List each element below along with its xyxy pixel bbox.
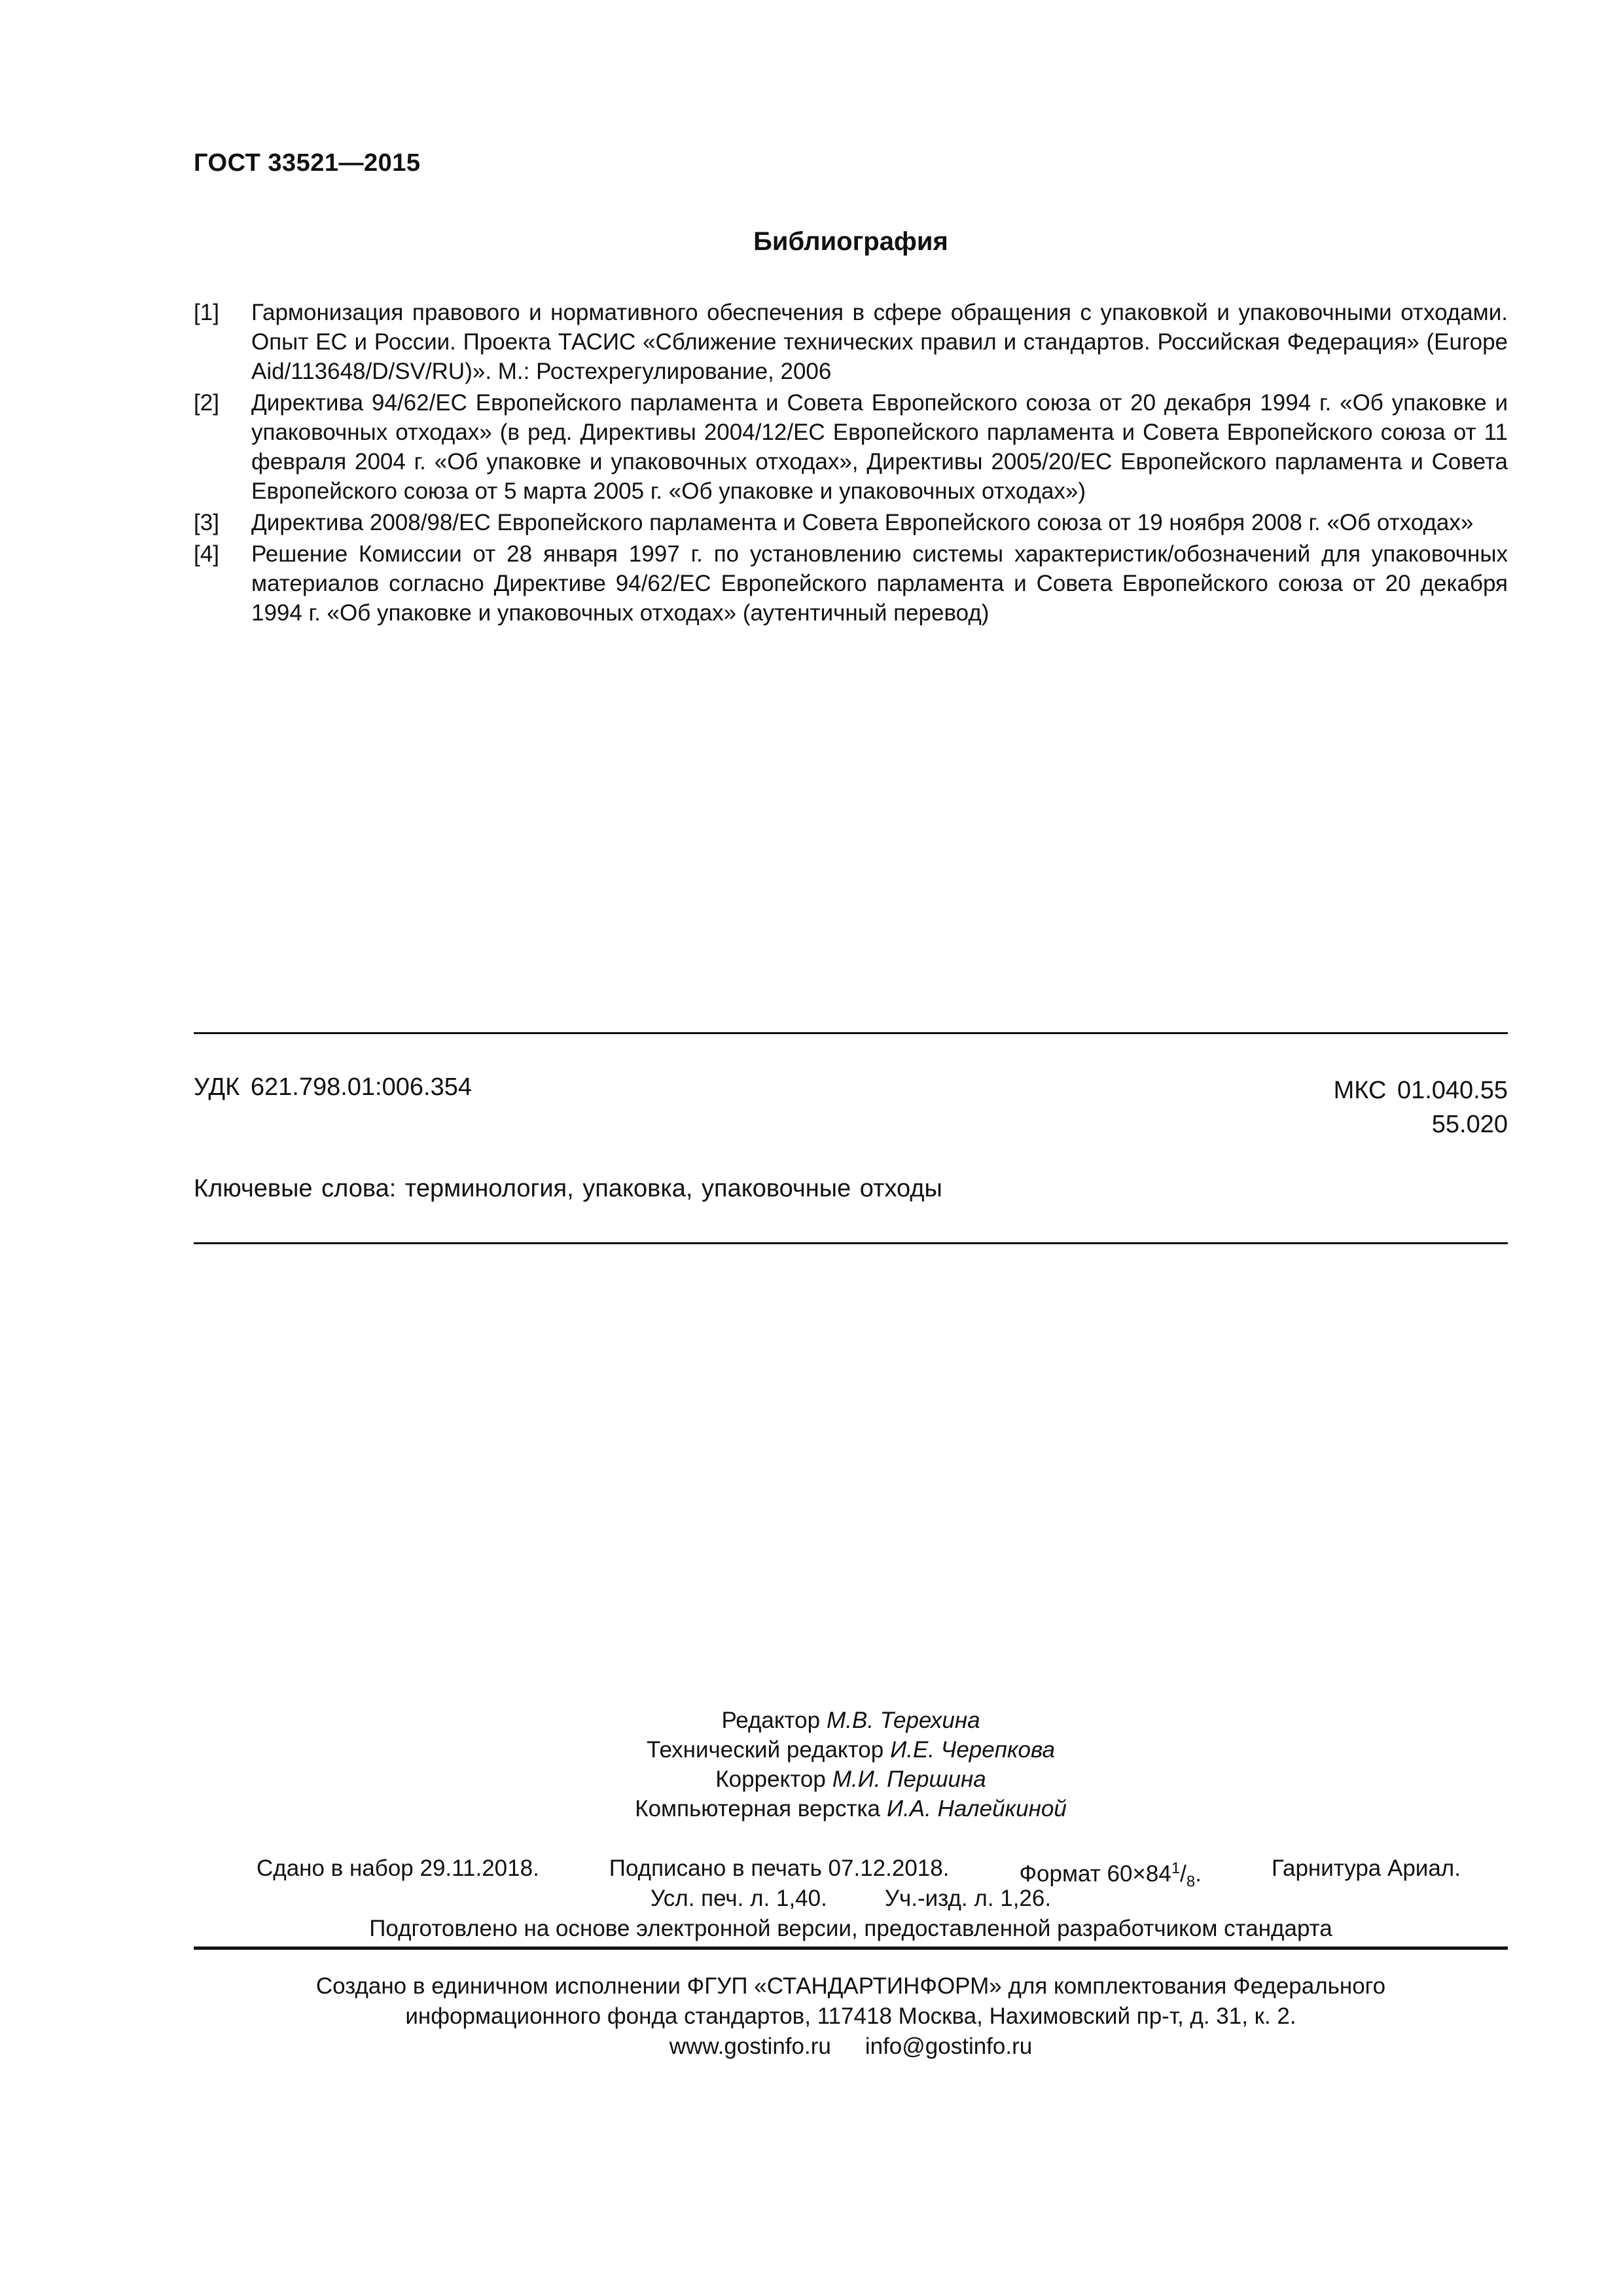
- credit-name: М.В. Терехина: [827, 1708, 980, 1733]
- signed-date: Подписано в печать 07.12.2018.: [609, 1856, 950, 1881]
- udk-code: УДК 621.798.01:006.354: [194, 1073, 472, 1101]
- credit-role: Корректор: [715, 1767, 826, 1792]
- mks-line: МКС 01.040.55: [1333, 1077, 1508, 1104]
- imprint-block: [0, 1971, 1623, 2062]
- bibliography-item: [194, 388, 1508, 506]
- prepared-note: Подготовлено на основе электронной версии, предоставленной разработчиком стандарта: [369, 1916, 1332, 1941]
- format-slash: /: [1180, 1861, 1186, 1887]
- imprint-line: Создано в единичном исполнении ФГУП «СТАНДАРТИНФОРМ» для комплектования Федерального: [315, 1973, 1386, 1999]
- reference-text: Гармонизация правового и нормативного обеспечения в сфере обращения с упаковкой и упаковочными отходами. Опыт ЕС и России. Проекта ТАСИС «Сближение технических правил и стандартов. Российская Федерация» (Europe Aid/113648/D/SV/RU)». М.: Ростехрегулирование, 2006: [251, 300, 1508, 384]
- reference-number: [1]: [194, 300, 219, 325]
- format-numerator: 1: [1171, 1859, 1181, 1877]
- imprint-contacts: [0, 2032, 1623, 2062]
- reference-number: [3]: [194, 510, 219, 535]
- website-link[interactable]: www.gostinfo.ru: [669, 2034, 831, 2059]
- credit-line: [0, 1765, 1623, 1794]
- reference-number: [2]: [194, 390, 219, 416]
- format-denominator: 8: [1186, 1873, 1196, 1891]
- submitted-date: Сдано в набор 29.11.2018.: [257, 1856, 539, 1881]
- reference-number: [4]: [194, 541, 219, 567]
- credit-role: Технический редактор: [647, 1737, 884, 1763]
- bibliography-list: [194, 298, 1508, 630]
- bottom-divider: [194, 1242, 1508, 1244]
- bibliography-item: [194, 298, 1508, 386]
- mks-codes: [1334, 1073, 1508, 1141]
- credit-line: [0, 1735, 1623, 1765]
- credit-role: Компьютерная верстка: [635, 1796, 881, 1821]
- credits-block: [0, 1706, 1623, 1823]
- print-sheets: Усл. печ. л. 1,40.: [650, 1886, 827, 1911]
- typeface: Гарнитура Ариал.: [1272, 1856, 1461, 1881]
- credit-name: И.Е. Черепкова: [890, 1737, 1055, 1763]
- reference-text: Директива 94/62/ЕС Европейского парламента и Совета Европейского союза от 20 декабря 1994 г. «Об упаковке и упаковочных отходах» (в ред. Директивы 2004/12/ЕС Европейского парламента и Совета Европейского союза от 11 февраля 2004 г. «Об упаковке и упаковочных отходах», Директивы 2005/20/ЕС Европейского парламента и Совета Европейского союза от 5 марта 2005 г. «Об упаковке и упаковочных отходах»): [251, 390, 1508, 504]
- bibliography-item: [194, 508, 1508, 537]
- email-link[interactable]: info@gostinfo.ru: [865, 2034, 1033, 2059]
- reference-text: Решение Комиссии от 28 января 1997 г. по установлению системы характеристик/обозначений для упаковочных материалов согласно Директиве 94/62/ЕС Европейского парламента и Совета Европейского союза от 20 декабря 1994 г. «Об упаковке и упаковочных отходах» (аутентичный перевод): [251, 541, 1508, 626]
- format-text: Формат 60×84: [1019, 1861, 1171, 1887]
- credit-line: [0, 1706, 1623, 1735]
- top-divider: [194, 1032, 1508, 1034]
- imprint-line: информационного фонда стандартов, 117418 Москва, Нахимовский пр-т, д. 31, к. 2.: [405, 2003, 1296, 2029]
- credit-name: И.А. Налейкиной: [887, 1796, 1067, 1821]
- document-code: ГОСТ 33521—2015: [194, 149, 421, 177]
- bibliography-title: Библиография: [753, 227, 948, 256]
- bibliography-item: [194, 539, 1508, 628]
- mks-line: 55.020: [1431, 1111, 1508, 1138]
- credit-name: М.И. Першина: [832, 1767, 986, 1792]
- publisher-sheets: Уч.-изд. л. 1,26.: [884, 1886, 1052, 1911]
- format-suffix: .: [1195, 1861, 1202, 1887]
- keywords: Ключевые слова: терминология, упаковка, упаковочные отходы: [194, 1175, 942, 1202]
- credit-role: Редактор: [721, 1708, 821, 1733]
- reference-text: Директива 2008/98/ЕС Европейского парламента и Совета Европейского союза от 19 ноября 2008 г. «Об отходах»: [251, 510, 1474, 535]
- credit-line: [0, 1794, 1623, 1823]
- sheet-counts: [0, 1884, 1623, 1913]
- imprint-divider: [194, 1946, 1508, 1950]
